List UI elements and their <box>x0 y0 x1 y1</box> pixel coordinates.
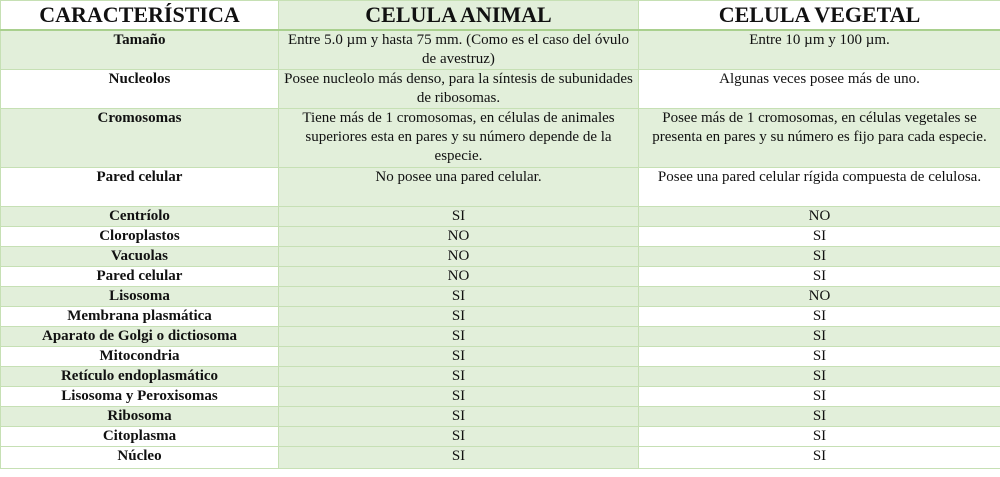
feature-cell: Membrana plasmática <box>1 307 279 327</box>
header-celula-vegetal: CELULA VEGETAL <box>639 1 1000 31</box>
table-row <box>1 109 1000 168</box>
feature-cell: Ribosoma <box>1 407 279 427</box>
table-row <box>1 30 1000 70</box>
table-row <box>1 307 1000 327</box>
header-celula-animal: CELULA ANIMAL <box>279 1 639 31</box>
animal-cell: NO <box>279 267 639 287</box>
feature-cell: Pared celular <box>1 168 279 207</box>
animal-cell: SI <box>279 287 639 307</box>
vegetal-cell: SI <box>639 327 1000 347</box>
feature-cell: Núcleo <box>1 447 279 469</box>
table-row <box>1 227 1000 247</box>
animal-cell: NO <box>279 247 639 267</box>
vegetal-cell: NO <box>639 207 1000 227</box>
feature-cell: Cloroplastos <box>1 227 279 247</box>
animal-cell: SI <box>279 327 639 347</box>
table-row <box>1 407 1000 427</box>
animal-cell: SI <box>279 387 639 407</box>
feature-cell: Citoplasma <box>1 427 279 447</box>
vegetal-cell: SI <box>639 267 1000 287</box>
vegetal-cell: Posee una pared celular rígida compuesta de celulosa. <box>639 168 1000 207</box>
feature-cell: Tamaño <box>1 30 279 70</box>
vegetal-cell: SI <box>639 447 1000 469</box>
vegetal-cell: SI <box>639 367 1000 387</box>
animal-cell: SI <box>279 447 639 469</box>
vegetal-cell: Posee más de 1 cromosomas, en células vegetales se presenta en pares y su número es fijo para cada especie. <box>639 109 1000 168</box>
animal-cell: NO <box>279 227 639 247</box>
vegetal-cell: SI <box>639 427 1000 447</box>
table-row <box>1 327 1000 347</box>
table-row <box>1 247 1000 267</box>
table-row <box>1 70 1000 109</box>
animal-cell: Entre 5.0 µm y hasta 75 mm. (Como es el caso del óvulo de avestruz) <box>279 30 639 70</box>
animal-cell: No posee una pared celular. <box>279 168 639 207</box>
animal-cell: SI <box>279 307 639 327</box>
vegetal-cell: NO <box>639 287 1000 307</box>
animal-cell: SI <box>279 347 639 367</box>
vegetal-cell: SI <box>639 387 1000 407</box>
feature-cell: Cromosomas <box>1 109 279 168</box>
vegetal-cell: SI <box>639 307 1000 327</box>
table-row <box>1 367 1000 387</box>
vegetal-cell: SI <box>639 247 1000 267</box>
vegetal-cell: Algunas veces posee más de uno. <box>639 70 1000 109</box>
table-row <box>1 427 1000 447</box>
animal-cell: Posee nucleolo más denso, para la síntesis de subunidades de ribosomas. <box>279 70 639 109</box>
table-row <box>1 267 1000 287</box>
header-row <box>1 1 1000 31</box>
vegetal-cell: SI <box>639 407 1000 427</box>
table-row <box>1 287 1000 307</box>
feature-cell: Retículo endoplasmático <box>1 367 279 387</box>
animal-cell: SI <box>279 207 639 227</box>
feature-cell: Lisosoma y Peroxisomas <box>1 387 279 407</box>
table-row <box>1 207 1000 227</box>
table-row <box>1 447 1000 469</box>
table-row <box>1 168 1000 207</box>
feature-cell: Lisosoma <box>1 287 279 307</box>
header-caracteristica: CARACTERÍSTICA <box>1 1 279 31</box>
feature-cell: Centríolo <box>1 207 279 227</box>
table-row <box>1 387 1000 407</box>
feature-cell: Vacuolas <box>1 247 279 267</box>
animal-cell: SI <box>279 427 639 447</box>
animal-cell: Tiene más de 1 cromosomas, en células de animales superiores esta en pares y su número depende de la especie. <box>279 109 639 168</box>
feature-cell: Mitocondria <box>1 347 279 367</box>
table-row <box>1 347 1000 367</box>
vegetal-cell: Entre 10 µm y 100 µm. <box>639 30 1000 70</box>
animal-cell: SI <box>279 367 639 387</box>
vegetal-cell: SI <box>639 347 1000 367</box>
vegetal-cell: SI <box>639 227 1000 247</box>
feature-cell: Nucleolos <box>1 70 279 109</box>
feature-cell: Aparato de Golgi o dictiosoma <box>1 327 279 347</box>
feature-cell: Pared celular <box>1 267 279 287</box>
animal-cell: SI <box>279 407 639 427</box>
